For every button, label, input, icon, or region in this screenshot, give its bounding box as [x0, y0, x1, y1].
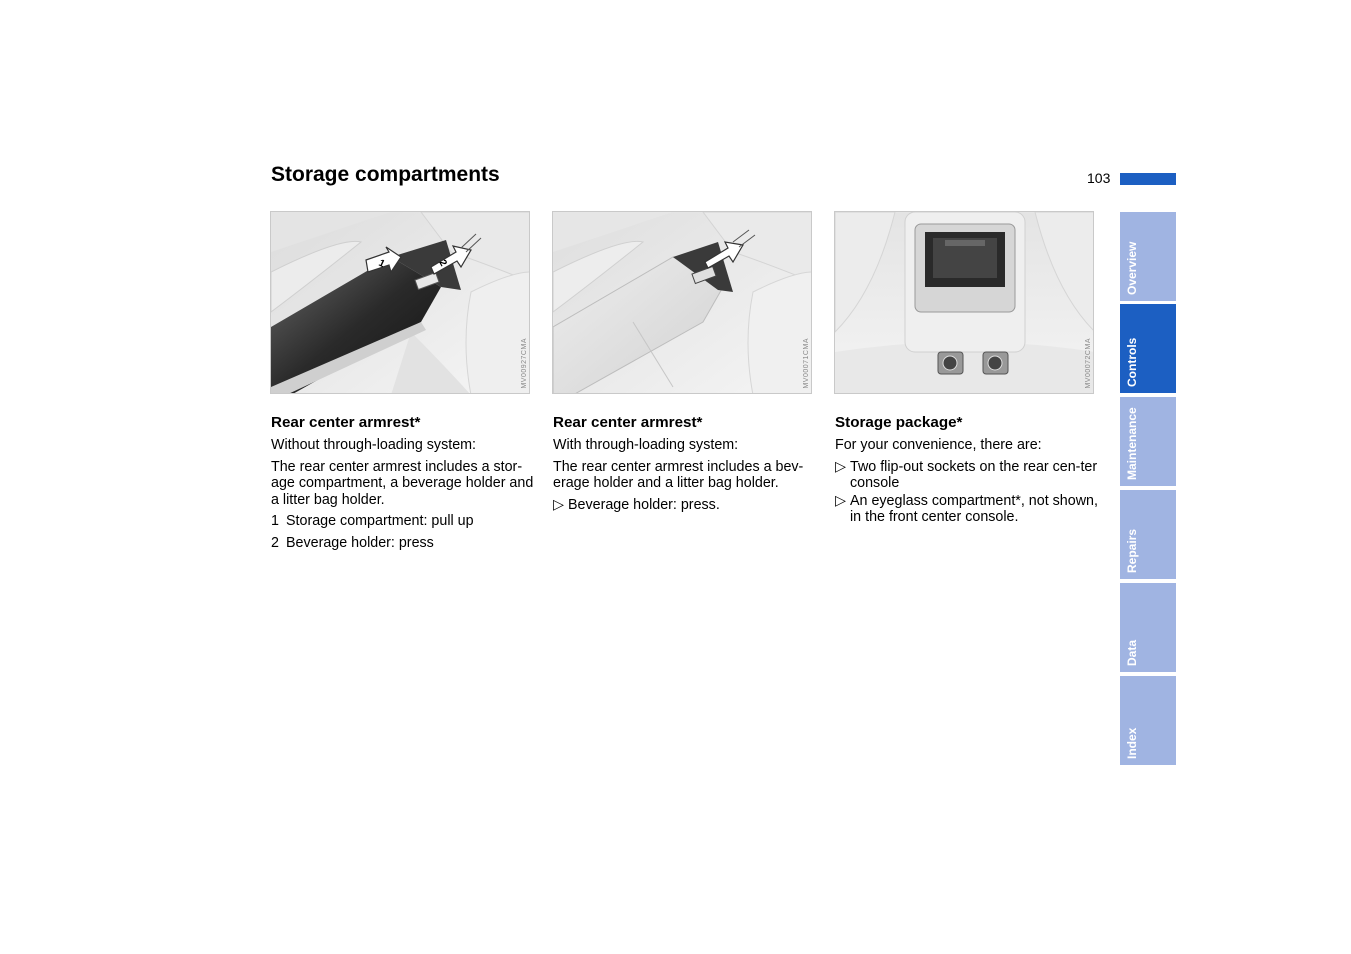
- list-text: Beverage holder: press: [286, 534, 434, 551]
- list-marker: 2: [271, 534, 279, 551]
- paragraph: For your convenience, there are:: [835, 437, 1042, 453]
- tab-maintenance[interactable]: [1120, 397, 1176, 486]
- paragraph: The rear center armrest includes a bev-erage holder and a litter bag holder.: [553, 458, 804, 491]
- list-text: Beverage holder: press.: [568, 496, 720, 513]
- tab-data[interactable]: [1120, 583, 1176, 672]
- list-item: [271, 535, 543, 552]
- paragraph: Without through-loading system:: [271, 437, 477, 453]
- section-heading: Rear center armrest*: [553, 414, 703, 431]
- callout-2: 2: [436, 258, 449, 269]
- list-item: [835, 493, 1107, 526]
- section-rear-armrest-with-through-loading: [553, 414, 825, 514]
- list-marker: ▷: [553, 496, 564, 513]
- paragraph: The rear center armrest includes a stor-age compartment, a beverage holder and a litter bag holder.: [271, 458, 534, 508]
- storage-package-illustration: [835, 212, 1094, 394]
- tab-label: Index: [1125, 727, 1139, 759]
- list-marker: ▷: [835, 492, 846, 509]
- tab-overview[interactable]: [1120, 212, 1176, 301]
- tab-label: Repairs: [1125, 528, 1139, 573]
- figure-armrest-storage: [270, 211, 530, 394]
- list-item: [835, 459, 1107, 492]
- list-text: Storage compartment: pull up: [286, 513, 474, 529]
- page-title: Storage compartments: [271, 163, 500, 186]
- section-storage-package: [835, 414, 1107, 527]
- figure-code: MV00927CMA: [521, 338, 528, 389]
- list-marker: ▷: [835, 458, 846, 475]
- list-item: [553, 497, 825, 514]
- tab-index[interactable]: [1120, 676, 1176, 765]
- list-item: [271, 513, 543, 530]
- figure-storage-package: [834, 211, 1094, 394]
- paragraph: With through-loading system:: [553, 437, 739, 453]
- tab-label: Controls: [1125, 337, 1139, 387]
- tab-controls[interactable]: [1120, 304, 1176, 393]
- tab-label: Overview: [1125, 241, 1139, 295]
- list-text: Two flip-out sockets on the rear cen-ter console: [850, 458, 1098, 491]
- list-text: An eyeglass compartment*, not shown, in the front center console.: [850, 492, 1098, 525]
- tab-repairs[interactable]: [1120, 490, 1176, 579]
- tab-label: Data: [1125, 639, 1139, 666]
- section-rear-armrest-without-through-loading: [271, 414, 543, 552]
- tab-label: Maintenance: [1125, 407, 1139, 480]
- section-heading: Storage package*: [835, 414, 963, 431]
- section-heading: Rear center armrest*: [271, 414, 421, 431]
- figure-code: MV00072CMA: [1085, 338, 1092, 389]
- figure-code: MV00071CMA: [803, 338, 810, 389]
- armrest-through-loading-illustration: [553, 212, 812, 394]
- list-marker: 1: [271, 513, 279, 529]
- page-number-bar: [1120, 173, 1176, 185]
- armrest-storage-illustration: [271, 212, 530, 394]
- callout-1: 1: [376, 257, 387, 271]
- page-number: 103: [1087, 170, 1111, 186]
- figure-armrest-through-loading: [552, 211, 812, 394]
